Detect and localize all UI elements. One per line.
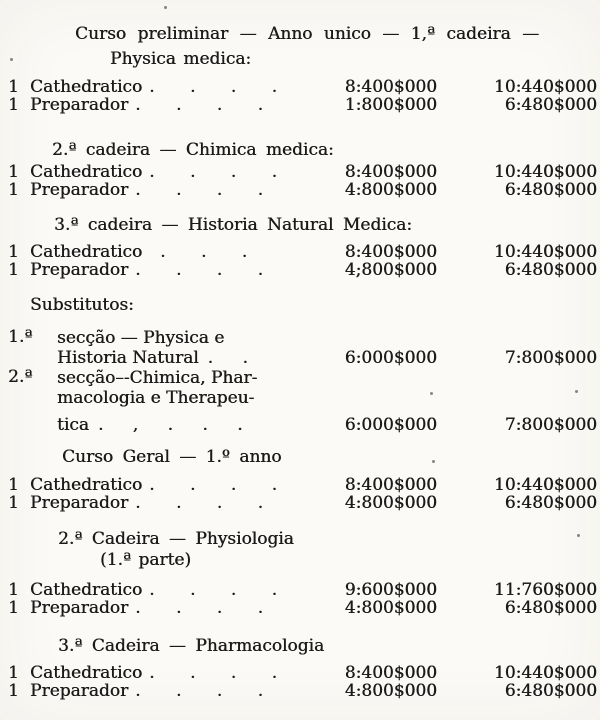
chair-2-heading: 2.ª cadeira — Chimica medica:: [52, 140, 334, 160]
section-line-1: secção–-Chimica, Phar-: [57, 368, 258, 388]
section-text: [57, 368, 295, 435]
dot-leader: . . . .: [149, 663, 277, 683]
amount-column-2: 7:800$000: [504, 415, 597, 435]
quantity: 1: [8, 580, 19, 600]
position-label: Preparador: [30, 260, 129, 280]
position-label: Preparador: [30, 681, 129, 701]
quantity: 1: [8, 475, 19, 495]
amount-column-2: 6:480$000: [504, 681, 597, 701]
quantity: 1: [8, 77, 19, 97]
amount-column-2: 6:480$000: [504, 180, 597, 200]
position-label: Cathedratico: [30, 242, 143, 262]
amount-column-1: 8:400$000: [344, 663, 437, 683]
amount-column-2: 10:440$000: [493, 475, 597, 495]
dot-leader: . . . .: [149, 580, 277, 600]
dot-leader: . . . .: [135, 95, 263, 115]
table-row: [0, 682, 600, 701]
section-line-2: Historia Natural: [57, 348, 199, 368]
quantity: 1: [8, 95, 19, 115]
dot-leader: . . . .: [135, 180, 263, 200]
amount-column-2: 10:440$000: [493, 77, 597, 97]
amount-column-2: 11:760$000: [493, 580, 597, 600]
substitutos-heading: Substitutos:: [30, 295, 134, 315]
table-row: [0, 494, 600, 513]
section-text-line: [57, 415, 295, 435]
amount-column-1: 8:400$000: [344, 242, 437, 262]
table-row: [0, 599, 600, 618]
amount-column-1: 8:400$000: [344, 162, 437, 182]
amount-column-2: 6:480$000: [504, 95, 597, 115]
position-label: Cathedratico: [30, 77, 143, 97]
amount-column-1: 6:000$000: [344, 348, 437, 368]
substituto-item: [0, 328, 600, 368]
amount-column-1: 8:400$000: [344, 77, 437, 97]
dot-leader: . . . .: [135, 681, 263, 701]
amount-column-2: 7:800$000: [504, 348, 597, 368]
dot-leader: . . . .: [149, 162, 277, 182]
dot-leader: . . .: [160, 242, 248, 262]
dot-leader: . . . .: [135, 260, 263, 280]
position-label: Cathedratico: [30, 475, 143, 495]
amount-column-1: 8:400$000: [344, 475, 437, 495]
position-label: Preparador: [30, 493, 129, 513]
section-text: [57, 328, 295, 368]
amount-column-1: 4:800$000: [344, 681, 437, 701]
chair-3-geral-heading: 3.ª Cadeira — Pharmacologia: [58, 636, 325, 656]
amount-column-2: 10:440$000: [493, 242, 597, 262]
amount-column-1: 9:600$000: [344, 580, 437, 600]
dot-leader: . . . .: [135, 493, 263, 513]
quantity: 1: [8, 663, 19, 683]
scan-speck: [432, 460, 435, 463]
quantity: 1: [8, 260, 19, 280]
section-text-line: [57, 348, 295, 368]
amount-column-2: 10:440$000: [493, 162, 597, 182]
table-row: [0, 261, 600, 280]
section-number: 2.ª: [8, 367, 33, 387]
amount-column-2: 10:440$000: [493, 663, 597, 683]
quantity: 1: [8, 180, 19, 200]
section-text-line: [57, 368, 295, 388]
quantity: 1: [8, 242, 19, 262]
amount-column-1: 1:800$000: [344, 95, 437, 115]
table-row: [0, 181, 600, 200]
dot-leader: . . . .: [149, 77, 277, 97]
amount-column-1: 4;800$000: [344, 260, 437, 280]
position-label: Preparador: [30, 180, 129, 200]
position-label: Preparador: [30, 598, 129, 618]
position-label: Cathedratico: [30, 663, 143, 683]
dot-leader: . . . .: [149, 475, 277, 495]
dot-leader: . . . .: [135, 598, 263, 618]
quantity: 1: [8, 493, 19, 513]
dot-leader: . .: [207, 348, 248, 368]
amount-column-2: 6:480$000: [504, 598, 597, 618]
substituto-item: [0, 368, 600, 435]
scan-speck: [164, 6, 167, 9]
amount-column-1: 4:800$000: [344, 180, 437, 200]
quantity: 1: [8, 681, 19, 701]
amount-column-1: 4:800$000: [344, 598, 437, 618]
position-label: Cathedratico: [30, 162, 143, 182]
chair-2-geral-heading: 2.ª Cadeira — Physiologia: [58, 529, 294, 549]
section-number: 1.ª: [8, 327, 33, 347]
chair-2-geral-subheading: (1.ª parte): [100, 550, 192, 570]
amount-column-2: 6:480$000: [504, 260, 597, 280]
chair-1-subject-heading: Physica medica:: [110, 49, 252, 69]
section-line-2: macologia e Therapeu-: [57, 388, 255, 408]
chair-3-heading: 3.ª cadeira — Historia Natural Medica:: [54, 215, 413, 235]
quantity: 1: [8, 598, 19, 618]
amount-column-2: 6:480$000: [504, 493, 597, 513]
section-line-3: tica: [57, 415, 89, 435]
scan-speck: [577, 534, 580, 537]
scan-speck: [430, 392, 433, 395]
course-preliminar-title: Curso preliminar — Anno unico — 1,ª cadeira —: [75, 24, 540, 44]
amount-column-1: 4:800$000: [344, 493, 437, 513]
scan-speck: [10, 58, 13, 61]
amount-column-1: 6:000$000: [344, 415, 437, 435]
dot-leader: . , . . .: [97, 415, 243, 435]
section-text-line: [57, 328, 295, 348]
position-label: Cathedratico: [30, 580, 143, 600]
position-label: Preparador: [30, 95, 129, 115]
section-text-line: [57, 388, 295, 408]
table-row: [0, 96, 600, 115]
quantity: 1: [8, 162, 19, 182]
curso-geral-heading: Curso Geral — 1.º anno: [62, 447, 282, 467]
section-line-1: secção — Physica e: [57, 328, 225, 348]
scan-speck: [575, 390, 578, 393]
